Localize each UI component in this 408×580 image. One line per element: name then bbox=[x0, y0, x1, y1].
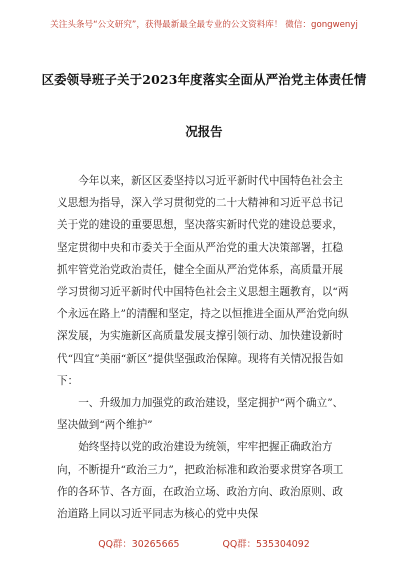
body-paragraph-intro: 今年以来，新区区委坚持以习近平新时代中国特色社会主义思想为指导，深入学习贯彻党的二十大精神和习近平总书记关于党的建设的重要思想，坚决落实新时代党的建设总要求，坚定贯彻中央和市委关于全面从严治党的重大决策部署，扛稳抓牢管党治党政治责任，健全全面从严治党体系，高质量开展学习贯彻习近平新时代中国特色社会主义思想主题教育，以“两个永远在路上”的清醒和坚定，持之以恒推进全面从严治党向纵深发展，为实施新区高质量发展支撑引领行动、加快建设新时代“四宜”美丽“新区”提供坚强政治保障。现将有关情况报告如下： bbox=[57, 175, 349, 387]
body-paragraph-section-heading: 一、升级加力加强党的政治建设，坚定拥护“两个确立”、坚决做到“两个维护” bbox=[57, 397, 344, 432]
document-title-line-2: 况报告 bbox=[185, 124, 223, 139]
footer-qq-group-2: QQ群：535304092 bbox=[222, 539, 310, 550]
header-note: 关注头条号“公文研究”，获得最新最全最专业的公文资料库！ 微信：gongwenyj bbox=[50, 20, 358, 30]
document-body bbox=[57, 170, 351, 525]
footer bbox=[0, 536, 408, 550]
body-paragraph-section-text: 始终坚持以党的政治建设为统领，牢牢把握正确政治方向，不断提升“政治三力”，把政治标准和政治要求贯穿各项工作的各环节、各方面，在政治立场、政治方向、政治原则、政治道路上同以习近平同志为核心的党中央保 bbox=[57, 441, 344, 521]
document-title-line-1: 区委领导班子关于2023年度落实全面从严治党主体责任情 bbox=[41, 72, 367, 87]
footer-qq-group-1: QQ群：30265665 bbox=[98, 539, 180, 550]
